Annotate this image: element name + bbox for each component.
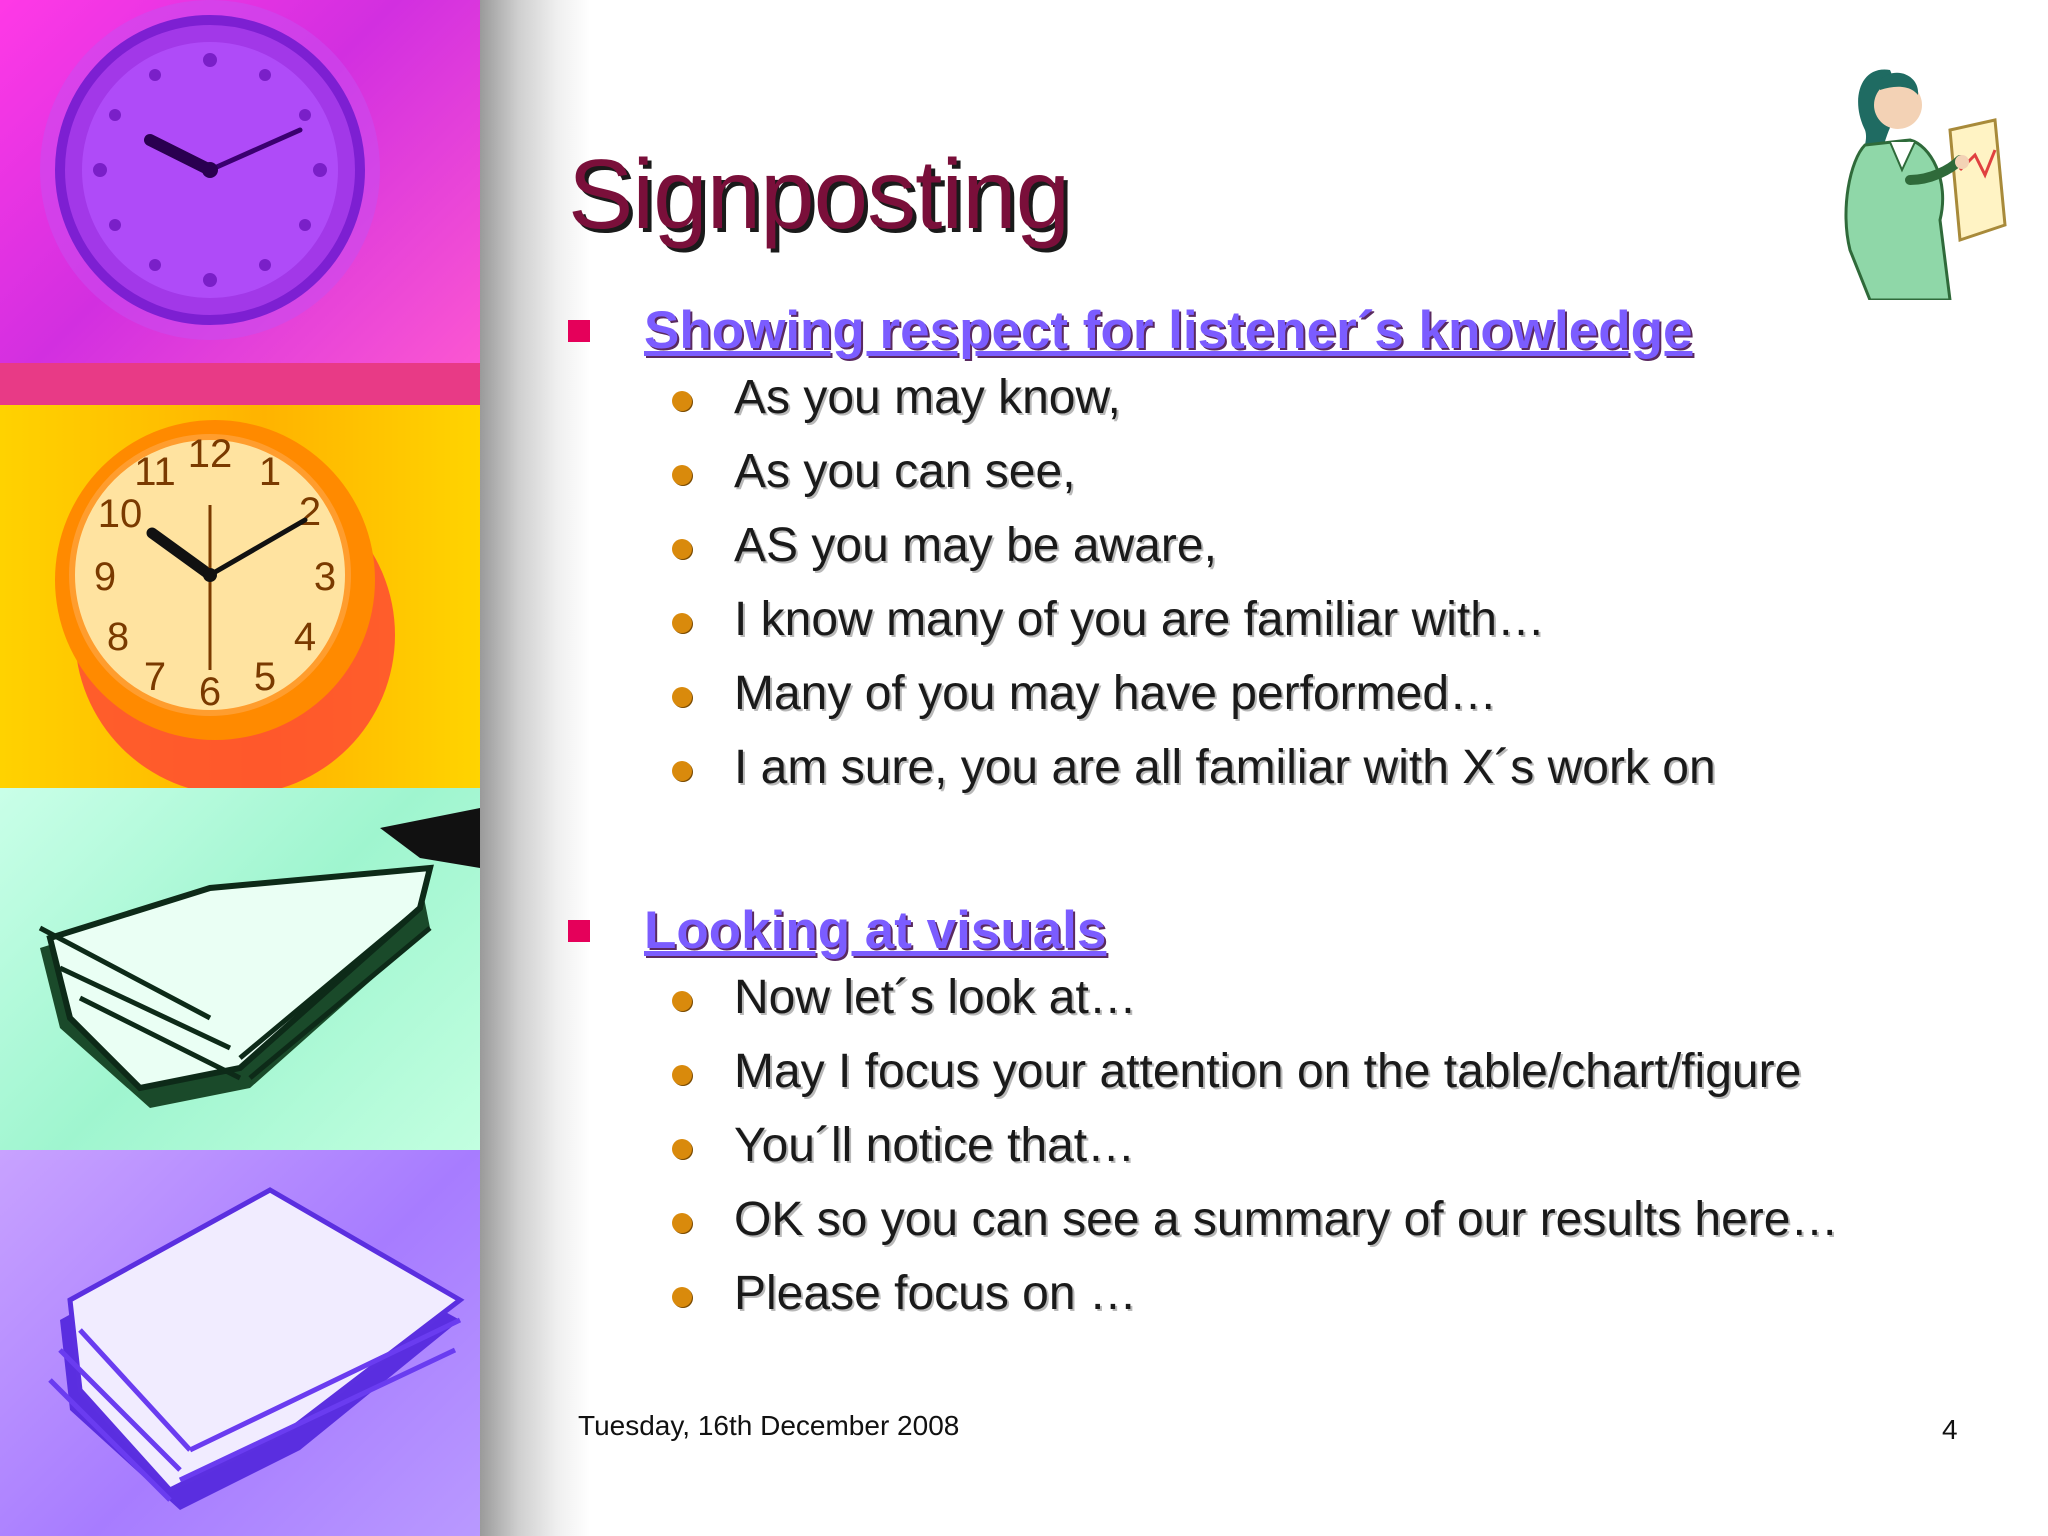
list-item-text: OK so you can see a summary of our results here… — [734, 1193, 1839, 1246]
list-item-text: Many of you may have performed… — [734, 667, 1498, 720]
round-bullet-icon — [672, 539, 692, 559]
svg-text:6: 6 — [198, 670, 222, 714]
list-item-text: As you can see, — [734, 445, 1076, 498]
footer-date: Tuesday, 16th December 2008 — [578, 1410, 960, 1441]
svg-text:10: 10 — [97, 492, 143, 536]
green-papers-panel — [0, 788, 480, 1150]
round-bullet-icon — [672, 465, 692, 485]
wall-clock-icon — [0, 405, 480, 788]
paper-stack-icon — [0, 788, 480, 1150]
round-bullet-icon — [672, 613, 692, 633]
list-item-text: I am sure, you are all familiar with X´s work on — [734, 741, 1716, 794]
list-item-text: Now let´s look at… — [734, 971, 1137, 1024]
slide-title: Signposting — [568, 139, 1070, 249]
round-bullet-icon — [672, 1287, 692, 1307]
round-bullet-icon — [672, 1139, 692, 1159]
svg-text:2: 2 — [298, 490, 322, 534]
svg-text:12: 12 — [187, 432, 233, 476]
square-bullet-icon — [568, 320, 590, 342]
round-bullet-icon — [672, 761, 692, 781]
orange-clock-panel — [0, 405, 480, 788]
round-bullet-icon — [672, 1065, 692, 1085]
section-heading-link[interactable]: Showing respect for listener´s knowledge — [644, 301, 1693, 360]
list-item-text: May I focus your attention on the table/chart/figure — [734, 1045, 1802, 1098]
section-heading-link[interactable]: Looking at visuals — [644, 901, 1107, 960]
svg-text:8: 8 — [106, 615, 130, 659]
list-item-text: As you may know, — [734, 371, 1121, 424]
purple-papers-panel — [0, 1150, 480, 1536]
svg-text:9: 9 — [93, 555, 117, 599]
round-bullet-icon — [672, 391, 692, 411]
list-item-text: I know many of you are familiar with… — [734, 593, 1545, 646]
svg-text:5: 5 — [253, 655, 277, 699]
woman-with-chart-clipart — [1810, 50, 2020, 300]
round-bullet-icon — [672, 991, 692, 1011]
svg-text:4: 4 — [293, 615, 317, 659]
svg-text:11: 11 — [134, 450, 176, 494]
svg-text:1: 1 — [258, 450, 282, 494]
list-item-text: Please focus on … — [734, 1267, 1137, 1320]
decorative-photo-strip — [0, 0, 480, 1536]
svg-text:7: 7 — [143, 655, 167, 699]
page-number: 4 — [1942, 1414, 1958, 1445]
round-bullet-icon — [672, 687, 692, 707]
square-bullet-icon — [568, 920, 590, 942]
wall-clock-icon — [0, 0, 480, 405]
paper-stack-icon — [0, 1150, 480, 1536]
svg-text:3: 3 — [313, 555, 337, 599]
round-bullet-icon — [672, 1213, 692, 1233]
list-item-text: You´ll notice that… — [734, 1119, 1136, 1172]
list-item-text: AS you may be aware, — [734, 519, 1217, 572]
purple-clock-panel — [0, 0, 480, 405]
